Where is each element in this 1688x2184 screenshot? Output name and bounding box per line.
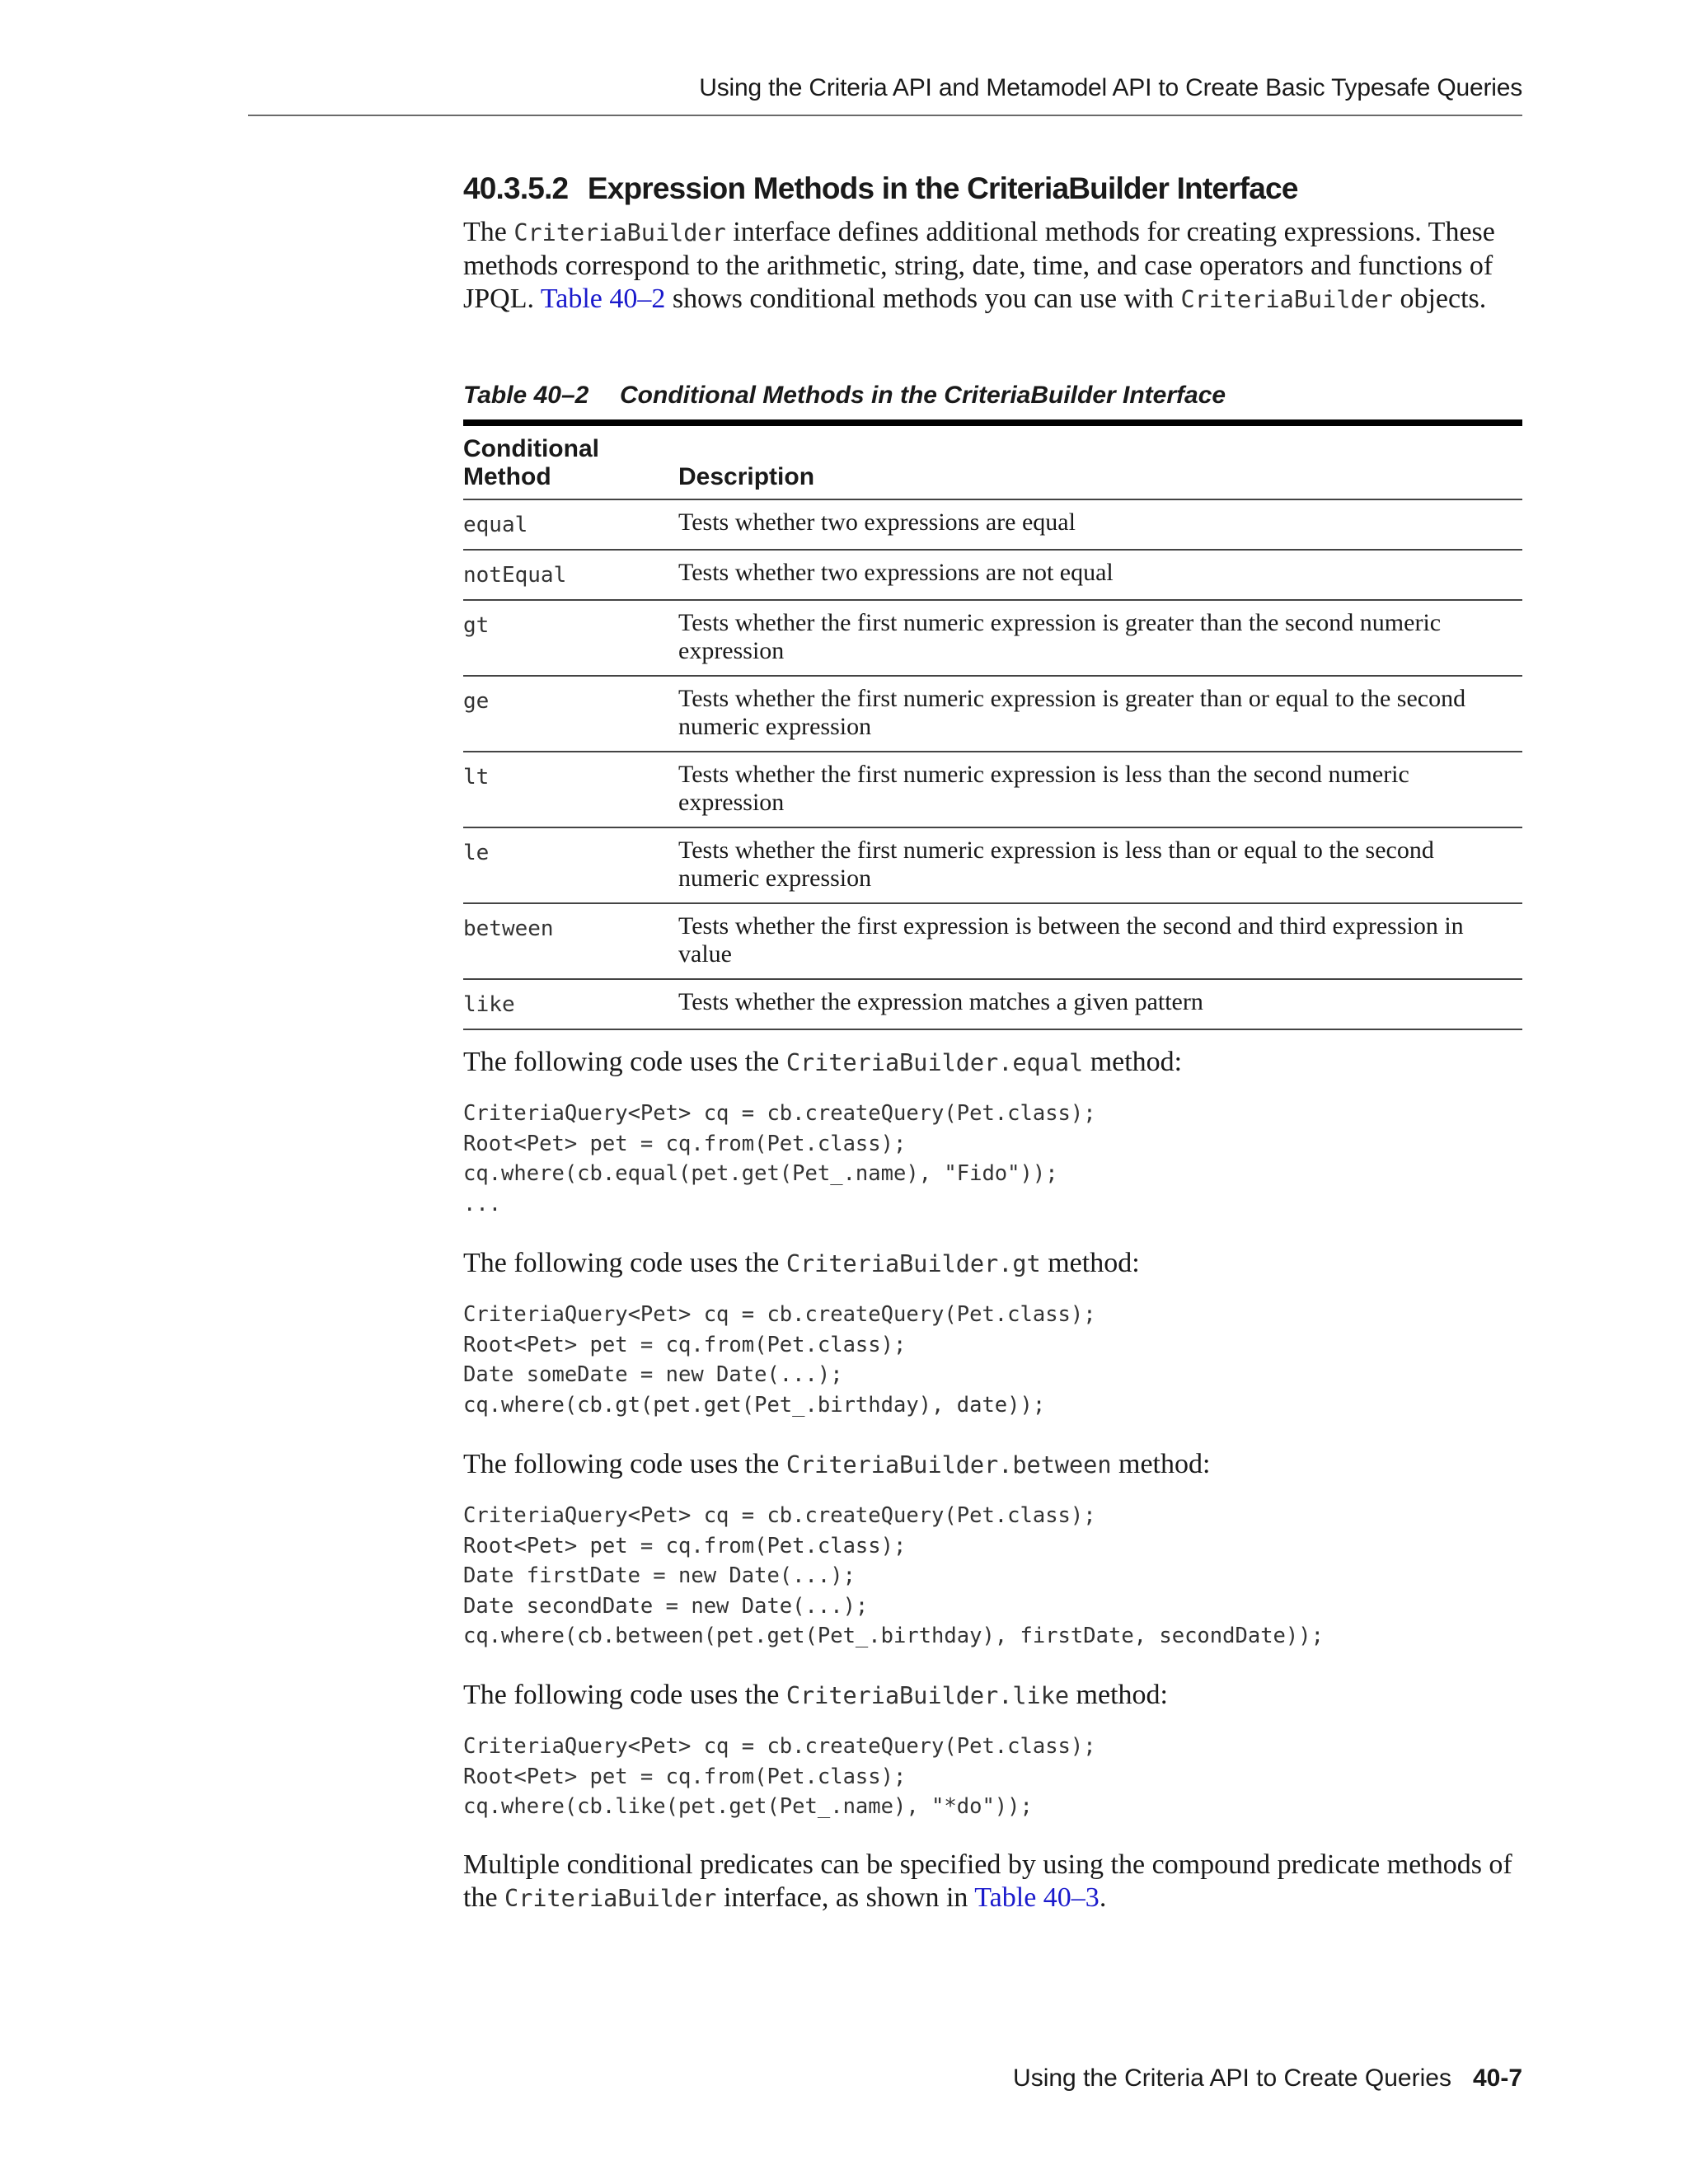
table-link[interactable]: Table 40–3 [974,1882,1100,1913]
example-lead-between [463,1449,1522,1480]
section-heading [463,171,1522,206]
method-cell: lt [463,752,678,827]
inline-code: CriteriaBuilder [504,1885,717,1912]
running-header: Using the Criteria API and Metamodel API to Create Basic Typesafe Queries [699,74,1522,101]
inline-code: CriteriaBuilder [1180,286,1393,313]
conditional-methods-table [463,419,1522,1030]
intro-text: shows conditional methods you can use with [665,284,1181,314]
column-header-method [463,423,678,499]
method-cell: like [463,979,678,1029]
lead-text: method: [1111,1449,1211,1479]
table-row [463,752,1522,827]
inline-code: CriteriaBuilder.between [785,1451,1112,1479]
description-cell: Tests whether the first expression is between the second and third expression in value [678,903,1522,979]
intro-text: objects. [1392,284,1487,314]
closing-text: . [1099,1882,1107,1913]
code-block-like: CriteriaQuery<Pet> cq = cb.createQuery(Pet.class); Root<Pet> pet = cq.from(Pet.class); cq.where(cb.like(pet.get(Pet_.name), "*do")); [463,1734,1096,1819]
table-row [463,550,1522,600]
inline-code: CriteriaBuilder [513,219,726,246]
inline-code: CriteriaBuilder.like [785,1682,1070,1709]
description-cell: Tests whether two expressions are equal [678,499,1522,550]
description-cell: Tests whether the first numeric expression is greater than or equal to the second numeric expression [678,676,1522,752]
method-cell: ge [463,676,678,752]
page-footer [0,2064,1522,2093]
intro-text: The [463,217,514,247]
column-header-description: Description [678,423,1522,499]
closing-text: interface, as shown in [716,1882,975,1913]
table-header-row [463,423,1522,499]
example-lead-like [463,1680,1522,1711]
table-row [463,827,1522,903]
closing-paragraph [463,1849,1522,1915]
lead-text: method: [1069,1680,1168,1710]
intro-text: interface defines additional methods for creating expressions. These methods correspond to the arithmetic, string, date, time, and case operators and functions of JPQL. [463,217,1495,314]
description-cell: Tests whether the first numeric expression is less than or equal to the second numeric expression [678,827,1522,903]
lead-text: The following code uses the [463,1047,786,1077]
method-cell: equal [463,499,678,550]
code-block-equal: CriteriaQuery<Pet> cq = cb.createQuery(Pet.class); Root<Pet> pet = cq.from(Pet.class); cq.where(cb.equal(pet.get(Pet_.name), "Fido")); ... [463,1101,1096,1216]
table-caption [463,382,1522,410]
lead-text: The following code uses the [463,1449,786,1479]
example-lead-gt [463,1248,1522,1279]
closing-text: Multiple conditional predicates can be specified by using the compound predicate methods of the [463,1849,1512,1913]
description-cell: Tests whether the first numeric expression is less than the second numeric expression [678,752,1522,827]
inline-code: CriteriaBuilder.equal [785,1049,1084,1076]
table-caption-label: Table 40–2 [463,382,589,409]
section-number: 40.3.5.2 [463,171,569,205]
description-cell: Tests whether the expression matches a given pattern [678,979,1522,1029]
intro-paragraph [463,216,1522,316]
table-row [463,979,1522,1029]
table-row [463,903,1522,979]
description-cell: Tests whether two expressions are not equal [678,550,1522,600]
method-cell: notEqual [463,550,678,600]
code-block-gt: CriteriaQuery<Pet> cq = cb.createQuery(Pet.class); Root<Pet> pet = cq.from(Pet.class); Date someDate = new Date(...); cq.where(cb.gt(pet.get(Pet_.birthday), date)); [463,1302,1096,1418]
lead-text: method: [1040,1248,1140,1278]
method-cell: gt [463,600,678,676]
inline-code: CriteriaBuilder.gt [785,1250,1041,1277]
code-block-between: CriteriaQuery<Pet> cq = cb.createQuery(Pet.class); Root<Pet> pet = cq.from(Pet.class); Date firstDate = new Date(...); Date secondDate = new Date(...); cq.where(cb.between(pet.get(Pet_.birthday), firstDate, secondDate)); [463,1503,1324,1648]
lead-text: The following code uses the [463,1248,786,1278]
method-cell: le [463,827,678,903]
lead-text: The following code uses the [463,1680,786,1710]
page-number: 40-7 [1472,2064,1522,2092]
lead-text: method: [1083,1047,1183,1077]
column-header-text: Conditional Method [463,435,599,490]
table-caption-title: Conditional Methods in the CriteriaBuilder Interface [620,382,1226,409]
example-lead-equal [463,1047,1522,1078]
header-rule [248,115,1522,116]
method-cell: between [463,903,678,979]
table-row [463,676,1522,752]
table-row [463,499,1522,550]
section-title: Expression Methods in the CriteriaBuilder Interface [587,171,1298,205]
table-link[interactable]: Table 40–2 [540,284,666,314]
table-row [463,600,1522,676]
description-cell: Tests whether the first numeric expression is greater than the second numeric expression [678,600,1522,676]
footer-title: Using the Criteria API to Create Queries [1013,2064,1451,2092]
